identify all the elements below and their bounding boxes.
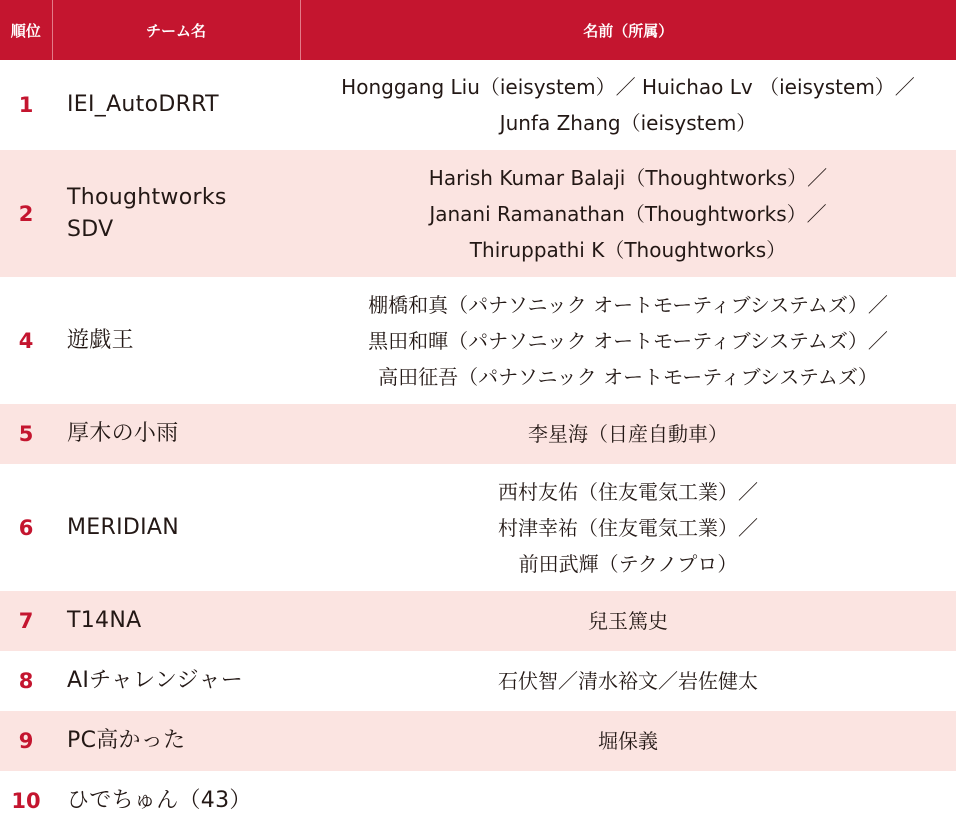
table-row (0, 711, 956, 771)
member-line: Harish Kumar Balaji（Thoughtworks）／ (428, 165, 828, 190)
team-name-cell: 厚木の小雨 (52, 404, 300, 464)
team-name-cell: ひでちゅん（43） (67, 788, 252, 813)
member-line: Janani Ramanathan（Thoughtworks）／ (429, 201, 827, 226)
member-line: 村津幸祐（住友電気工業）／ (498, 515, 758, 540)
table-row (0, 277, 956, 404)
member-line: Junfa Zhang（ieisystem） (499, 111, 757, 135)
team-name-cell: IEI_AutoDRRT (67, 92, 219, 117)
rank-cell: 5 (0, 404, 52, 464)
member-names-cell (300, 404, 956, 464)
team-name-cell: MERIDIAN (67, 514, 179, 540)
rank-cell: 10 (11, 789, 41, 813)
table-row (0, 60, 956, 150)
table-row (0, 404, 956, 464)
rank-cell: 8 (18, 669, 34, 693)
team-name-cell: PC高かった (52, 711, 300, 771)
table-row (0, 651, 956, 711)
member-names-cell (300, 771, 956, 831)
rank-cell: 4 (18, 328, 34, 353)
member-line: 石伏智／清水裕文／岩佐健太 (498, 669, 758, 693)
table-row (0, 464, 956, 591)
team-name-cell: T14NA (52, 591, 300, 651)
member-line: Honggang Liu（ieisystem）／ Huichao Lv （ieisystem）／ (341, 75, 915, 99)
team-name-cell (52, 150, 300, 277)
header-team-name: チーム名 (52, 0, 300, 60)
rank-cell: 2 (0, 150, 52, 277)
member-names-cell (300, 150, 956, 277)
rank-cell: 6 (18, 515, 34, 540)
table-header (0, 0, 956, 60)
member-line: Thiruppathi K（Thoughtworks） (469, 237, 787, 262)
rank-cell: 1 (18, 93, 34, 117)
header-member-names: 名前（所属） (300, 0, 956, 60)
rank-cell: 7 (0, 591, 52, 651)
member-names-cell (300, 651, 956, 711)
member-line: 李星海（日産自動車） (528, 422, 728, 446)
team-name-cell: 遊戯王 (67, 327, 134, 353)
member-line: 棚橋和真（パナソニック オートモーティブシステムズ）／ (368, 292, 888, 317)
header-rank: 順位 (0, 0, 52, 60)
table-body (0, 60, 956, 831)
member-line: 堀保義 (598, 729, 658, 753)
member-line: 兒玉篤史 (588, 609, 668, 633)
header-row (0, 0, 956, 60)
rank-cell: 9 (0, 711, 52, 771)
member-names-cell (300, 277, 956, 404)
team-name-text: Thoughtworks SDV (67, 184, 227, 242)
member-names-cell (300, 711, 956, 771)
member-line: 前田武輝（テクノプロ） (518, 551, 738, 576)
member-line: 高田征吾（パナソニック オートモーティブシステムズ） (378, 364, 878, 389)
member-line: 西村友佑（住友電気工業）／ (498, 479, 758, 504)
member-names-cell (300, 60, 956, 150)
table-row (0, 150, 956, 277)
member-line: 黒田和暉（パナソニック オートモーティブシステムズ）／ (368, 328, 888, 353)
table-row (0, 771, 956, 831)
team-name-cell: AIチャレンジャー (67, 668, 244, 693)
member-names-cell (300, 591, 956, 651)
member-names-cell (300, 464, 956, 591)
table-row (0, 591, 956, 651)
